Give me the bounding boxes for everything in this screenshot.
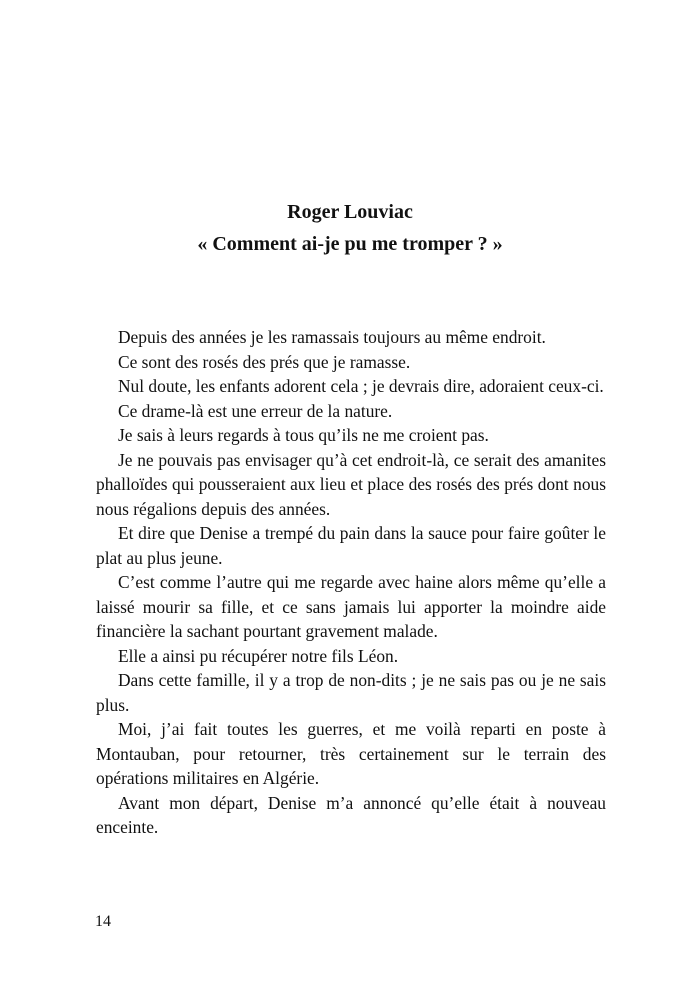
paragraph: Je sais à leurs regards à tous qu’ils ne me croient pas. [118, 425, 489, 445]
chapter-title: « Comment ai-je pu me tromper ? » [197, 233, 503, 255]
paragraph: Je ne pouvais pas envisager qu’à cet endroit-là, ce serait des amanites phalloïdes qui pousseraient aux lieu et place des rosés des prés dont nous nous régalions depuis des années. [96, 449, 606, 519]
paragraph: Et dire que Denise a trempé du pain dans la sauce pour faire goûter le plat au plus jeune. [96, 523, 606, 568]
paragraph: Depuis des années je les ramassais toujours au même endroit. [118, 327, 546, 347]
paragraph: Nul doute, les enfants adorent cela ; je devrais dire, adoraient ceux-ci. [118, 376, 604, 396]
paragraph: Avant mon départ, Denise m’a annoncé qu’elle était à nouveau enceinte. [96, 792, 606, 837]
paragraph: Ce drame-là est une erreur de la nature. [118, 400, 393, 421]
chapter-heading [0, 196, 700, 260]
page-number: 14 [95, 913, 111, 930]
author-name: Roger Louviac [287, 201, 413, 223]
paragraph: Ce sont des rosés des prés que je ramasse. [118, 351, 411, 372]
paragraph: Elle a ainsi pu récupérer notre fils Léon. [118, 645, 399, 666]
paragraph: C’est comme l’autre qui me regarde avec haine alors même qu’elle a laissé mourir sa fille, et ce sans jamais lui apporter la moindre aide financière la sachant pourtant gravement malade. [96, 572, 606, 641]
paragraph: Moi, j’ai fait toutes les guerres, et me voilà reparti en poste à Montauban, pour retourner, très certainement sur le terrain des opérations militaires en Algérie. [96, 719, 606, 788]
body-text [96, 325, 606, 840]
paragraph: Dans cette famille, il y a trop de non-dits ; je ne sais pas ou je ne sais plus. [96, 670, 606, 715]
